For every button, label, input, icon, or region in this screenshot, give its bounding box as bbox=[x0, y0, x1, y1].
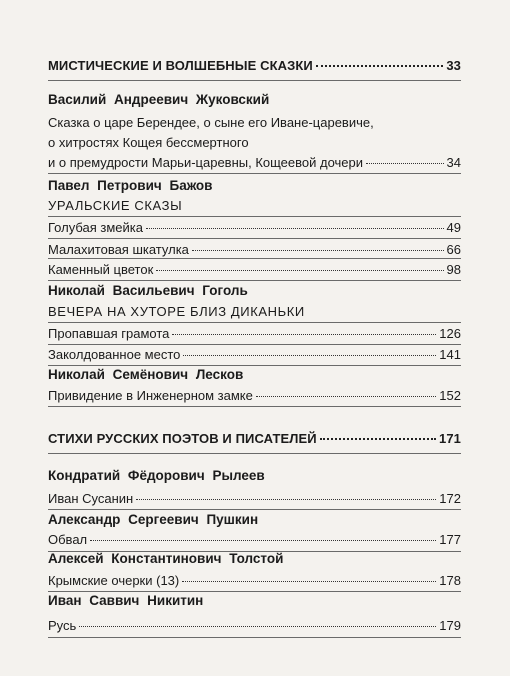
author-name: Алексей Константинович Толстой bbox=[48, 551, 284, 566]
divider bbox=[48, 637, 461, 638]
author-name: Николай Семёнович Лесков bbox=[48, 367, 244, 382]
author-name: Александр Сергеевич Пушкин bbox=[48, 512, 259, 527]
entry-title: Пропавшая грамота bbox=[48, 326, 170, 341]
entry-title: Заколдованное место bbox=[48, 347, 181, 362]
entry-title: Привидение в Инженерном замке bbox=[48, 388, 253, 403]
section-heading bbox=[48, 431, 461, 446]
author-name: Иван Саввич Никитин bbox=[48, 593, 204, 608]
divider bbox=[48, 216, 461, 217]
author-name: Павел Петрович Бажов bbox=[48, 178, 213, 193]
toc-entry bbox=[48, 347, 461, 362]
leader-dots bbox=[156, 270, 443, 271]
entry-page: 141 bbox=[439, 347, 461, 362]
toc-entry bbox=[48, 491, 461, 506]
divider bbox=[48, 509, 461, 510]
leader-dots bbox=[136, 499, 436, 500]
toc-entry bbox=[48, 573, 461, 588]
author-name: Кондратий Фёдорович Рылеев bbox=[48, 468, 265, 483]
toc-entry bbox=[48, 220, 461, 235]
entry-page: 126 bbox=[439, 326, 461, 341]
leader-dots bbox=[183, 355, 436, 356]
section-title: СТИХИ РУССКИХ ПОЭТОВ И ПИСАТЕЛЕЙ bbox=[48, 431, 317, 446]
section-heading bbox=[48, 58, 461, 73]
section-page: 33 bbox=[446, 58, 461, 73]
leader-dots bbox=[79, 626, 436, 627]
divider bbox=[48, 238, 461, 239]
entry-title: Малахитовая шкатулка bbox=[48, 242, 189, 257]
section-page: 171 bbox=[439, 431, 461, 446]
divider bbox=[48, 344, 461, 345]
author-name: Николай Васильевич Гоголь bbox=[48, 283, 248, 298]
entry-page: 98 bbox=[446, 262, 461, 277]
toc-entry bbox=[48, 262, 461, 277]
entry-page: 179 bbox=[439, 618, 461, 633]
entry-title-line: и о премудрости Марьи-царевны, Кощеевой дочери bbox=[48, 155, 364, 170]
divider bbox=[48, 453, 461, 454]
toc-entry bbox=[48, 388, 461, 403]
collection-title: УРАЛЬСКИЕ СКАЗЫ bbox=[48, 198, 183, 213]
leader-dots bbox=[320, 438, 436, 440]
entry-title: Крымские очерки (13) bbox=[48, 573, 180, 588]
entry-title: Обвал bbox=[48, 532, 88, 547]
toc-entry bbox=[48, 155, 461, 170]
divider bbox=[48, 173, 461, 174]
leader-dots bbox=[316, 65, 444, 67]
collection-title: ВЕЧЕРА НА ХУТОРЕ БЛИЗ ДИКАНЬКИ bbox=[48, 304, 305, 319]
toc-entry bbox=[48, 618, 461, 633]
leader-dots bbox=[90, 540, 436, 541]
leader-dots bbox=[182, 581, 436, 582]
divider bbox=[48, 80, 461, 81]
leader-dots bbox=[256, 396, 436, 397]
leader-dots bbox=[192, 250, 444, 251]
divider bbox=[48, 406, 461, 407]
entry-title: Каменный цветок bbox=[48, 262, 154, 277]
leader-dots bbox=[366, 163, 444, 164]
entry-page: 152 bbox=[439, 388, 461, 403]
toc-entry bbox=[48, 326, 461, 341]
author-name: Василий Андреевич Жуковский bbox=[48, 92, 270, 107]
entry-page: 178 bbox=[439, 573, 461, 588]
entry-title: Голубая змейка bbox=[48, 220, 143, 235]
toc-entry bbox=[48, 532, 461, 547]
entry-title-line: о хитростях Кощея бессмертного bbox=[48, 135, 249, 150]
entry-page: 49 bbox=[446, 220, 461, 235]
table-of-contents bbox=[48, 0, 461, 676]
leader-dots bbox=[146, 228, 444, 229]
leader-dots bbox=[172, 334, 436, 335]
divider bbox=[48, 258, 461, 259]
divider bbox=[48, 365, 461, 366]
entry-title: Иван Сусанин bbox=[48, 491, 134, 506]
entry-page: 177 bbox=[439, 532, 461, 547]
entry-page: 172 bbox=[439, 491, 461, 506]
toc-entry bbox=[48, 242, 461, 257]
divider bbox=[48, 591, 461, 592]
divider bbox=[48, 322, 461, 323]
entry-title: Русь bbox=[48, 618, 77, 633]
divider bbox=[48, 280, 461, 281]
entry-page: 66 bbox=[446, 242, 461, 257]
entry-page: 34 bbox=[446, 155, 461, 170]
section-title: МИСТИЧЕСКИЕ И ВОЛШЕБНЫЕ СКАЗКИ bbox=[48, 58, 313, 73]
entry-title-line: Сказка о царе Берендее, о сыне его Иване-царевиче, bbox=[48, 115, 374, 130]
